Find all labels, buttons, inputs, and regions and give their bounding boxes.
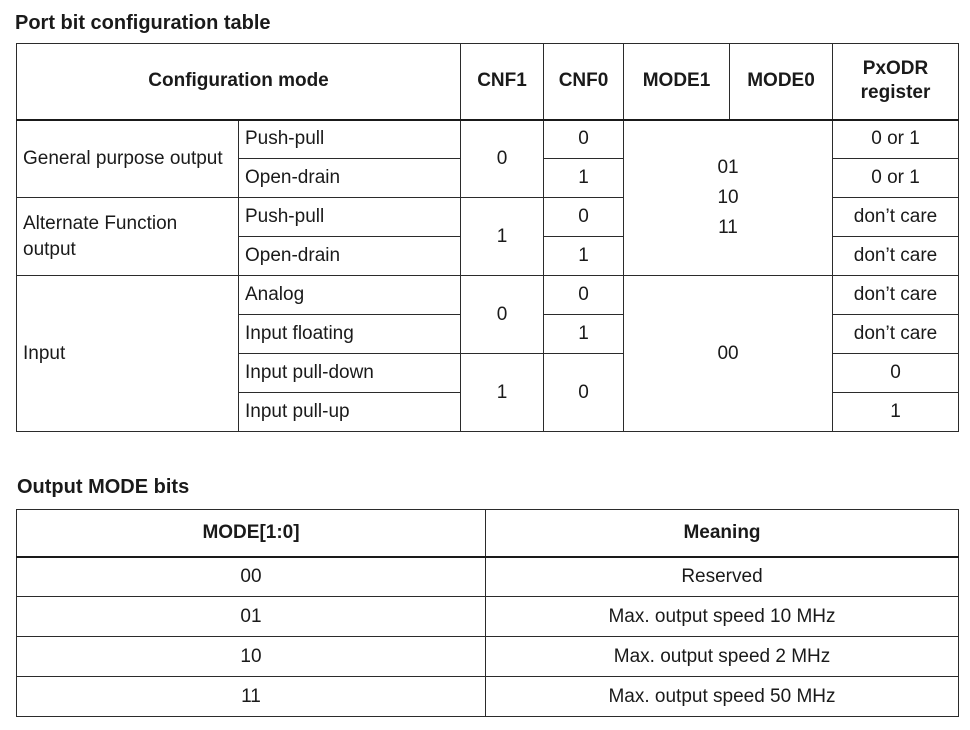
meaning-cell: Reserved: [486, 557, 959, 597]
pxodr-cell: 1: [833, 393, 959, 432]
cnf0-cell: 0: [544, 198, 624, 237]
output-mode-bits-title: Output MODE bits: [17, 476, 190, 498]
sub-mode-cell: Push-pull: [239, 120, 461, 159]
col-header-mode: MODE[1:0]: [17, 510, 486, 557]
cnf0-cell: 0: [544, 120, 624, 159]
mode-value-cell: 10: [17, 637, 486, 677]
table-row: [17, 637, 959, 677]
table-row: [17, 120, 959, 159]
pxodr-cell: 0 or 1: [833, 120, 959, 159]
cnf1-cell: 0: [461, 120, 544, 198]
col-header-cnf1: CNF1: [461, 44, 544, 120]
table-row: [17, 677, 959, 717]
sub-mode-cell: Open-drain: [239, 159, 461, 198]
table-row: [17, 276, 959, 315]
meaning-cell: Max. output speed 2 MHz: [486, 637, 959, 677]
cnf0-cell: 1: [544, 159, 624, 198]
col-header-cnf0: CNF0: [544, 44, 624, 120]
meaning-cell: Max. output speed 10 MHz: [486, 597, 959, 637]
cnf0-cell: 0: [544, 276, 624, 315]
col-header-pxodr: [833, 44, 959, 120]
cnf1-cell: 0: [461, 276, 544, 354]
cnf0-cell: 0: [544, 354, 624, 432]
pxodr-cell: don’t care: [833, 276, 959, 315]
group-gp-output: General purpose output: [17, 120, 239, 198]
cnf1-cell: 1: [461, 354, 544, 432]
mode-output-value: 11: [718, 216, 738, 238]
meaning-cell: Max. output speed 50 MHz: [486, 677, 959, 717]
sub-mode-cell: Input floating: [239, 315, 461, 354]
col-header-mode1: MODE1: [624, 44, 730, 120]
pxodr-cell: don’t care: [833, 237, 959, 276]
table-header-row: [17, 510, 959, 557]
pxodr-header-line2: register: [860, 82, 931, 104]
col-header-meaning: Meaning: [486, 510, 959, 557]
group-input: Input: [17, 276, 239, 432]
col-header-config-mode: Configuration mode: [17, 44, 461, 120]
table-row: [17, 597, 959, 637]
pxodr-cell: 0 or 1: [833, 159, 959, 198]
sub-mode-cell: Analog: [239, 276, 461, 315]
mode-value-cell: 00: [17, 557, 486, 597]
table-row: [17, 557, 959, 597]
sub-mode-cell: Push-pull: [239, 198, 461, 237]
cnf0-cell: 1: [544, 315, 624, 354]
mode-value-cell: 01: [17, 597, 486, 637]
sub-mode-cell: Input pull-down: [239, 354, 461, 393]
col-header-mode0: MODE0: [730, 44, 833, 120]
sub-mode-cell: Open-drain: [239, 237, 461, 276]
pxodr-header-line1: PxODR: [862, 58, 929, 80]
table-header-row: [17, 44, 959, 120]
pxodr-cell: don’t care: [833, 198, 959, 237]
pxodr-cell: don’t care: [833, 315, 959, 354]
port-config-table-title: Port bit configuration table: [15, 12, 271, 34]
cnf1-cell: 1: [461, 198, 544, 276]
mode-output-value: 01: [717, 156, 739, 178]
pxodr-cell: 0: [833, 354, 959, 393]
mode-value-cell: 11: [17, 677, 486, 717]
group-af-output: Alternate Function output: [17, 198, 239, 276]
mode-output-value: 10: [717, 186, 739, 208]
mode-output-cell: [624, 120, 833, 276]
mode-input-cell: 00: [624, 276, 833, 432]
port-config-table: [16, 43, 959, 432]
output-mode-bits-table: [16, 509, 959, 717]
sub-mode-cell: Input pull-up: [239, 393, 461, 432]
cnf0-cell: 1: [544, 237, 624, 276]
